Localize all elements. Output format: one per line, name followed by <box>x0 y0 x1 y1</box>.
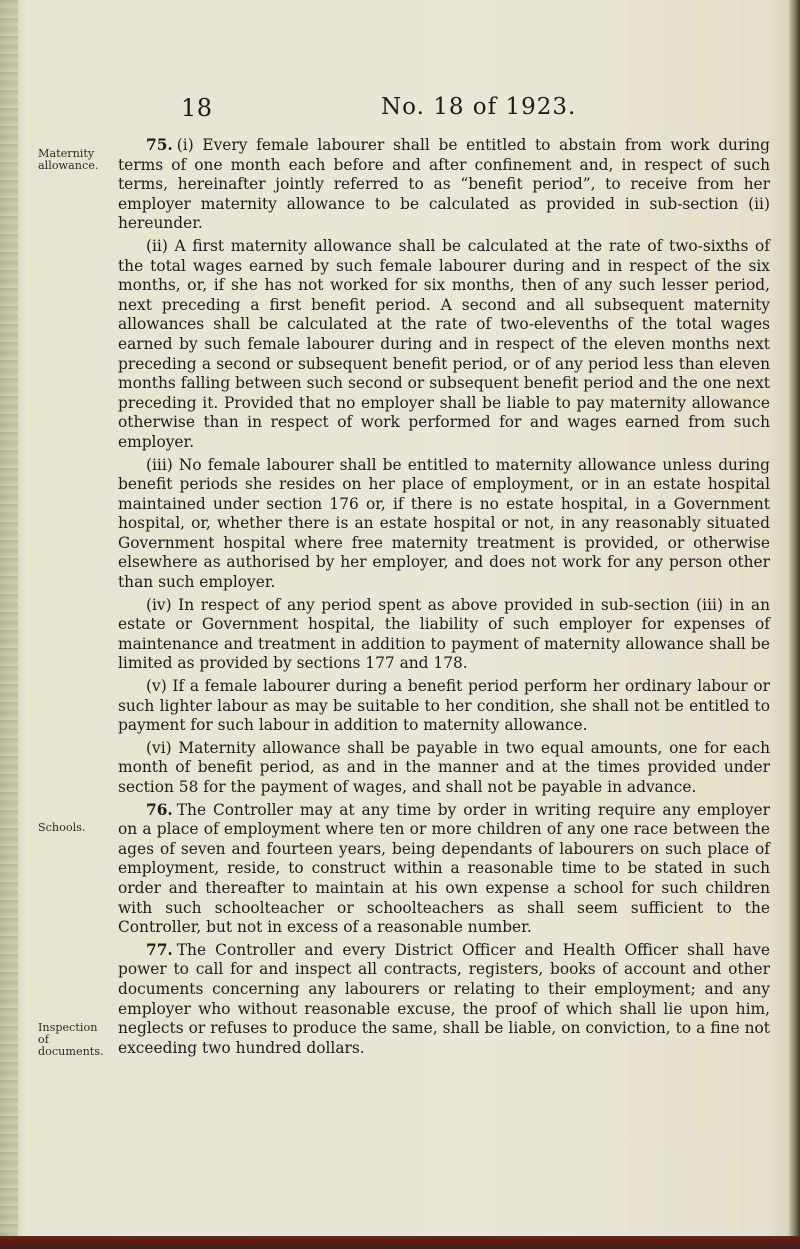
page-edge-shadow <box>788 0 800 1249</box>
section-76 <box>118 801 770 938</box>
section-77 <box>118 941 770 1059</box>
section-75-p3: (iii) No female labourer shall be entitled to maternity allowance unless during benefit periods she resides on her place of employment, or in an estate hospital maintained under section 176 or, if there is no estate hospital, in a Government hospital, or, whether there is an estate hospital or not, in any reasonably situated Government hospital where free maternity treatment is provided, or otherwise elsewhere as authorised by her employer, and does not work for any person other than such employer. <box>118 455 770 592</box>
margin-note-schools: Schools. <box>38 821 86 834</box>
section-75-p5: (v) If a female labourer during a benefit period perform her ordinary labour or such lighter labour as may be suitable to her condition, she shall not be entitled to payment for such labour in addition to maternity allowance. <box>118 677 770 735</box>
section-text: The Controller may at any time by order in writing require any employer on a place of employment where ten or more children of any one race between the ages of seven and fourteen years, being dependants of labourers on such place of employment, reside, to construct within a reasonable time to be stated in such order and thereafter to maintain at his own expense a school for such children with such schoolteacher or schoolteachers as shall seem sufficient to the Controller, but not in excess of a reasonable number. <box>118 800 770 937</box>
section-75-p2: (ii) A first maternity allowance shall be calculated at the rate of two-sixths of the total wages earned by such female labourer during and in respect of the six months, or, if she has not worked for six months, then of any such lesser period, next preceding a first benefit period. A second and all subsequent maternity allowances shall be calculated at the rate of two-elevenths of the total wages earned by such female labourer during and in respect of the eleven months next preceding a second or subsequent benefit period, or of any period less than eleven months falling between such second or subsequent benefit period and the one next preceding it. Provided that no employer shall be liable to pay maternity allowance otherwise than in respect of work performed for and wages earned from such employer. <box>118 236 770 451</box>
bottom-edge <box>0 1236 800 1249</box>
section-75-p4: (iv) In respect of any period spent as above provided in sub-section (iii) in an estate or Government hospital, the liability of such employer for expenses of maintenance and treatment in addition to payment of maternity allowance shall be limited as provided by sections 177 and 178. <box>118 595 770 673</box>
page-title: No. 18 of 1923. <box>381 94 577 120</box>
binding-edge <box>0 0 18 1249</box>
section-number: 75. <box>146 136 173 154</box>
section-number: 77. <box>146 940 173 959</box>
section-number: 76. <box>146 800 173 819</box>
margin-note-maternity: Maternity allowance. <box>38 147 99 172</box>
margin-note-inspection: Inspection of documents. <box>38 1021 104 1058</box>
section-75-p1 <box>118 136 770 234</box>
section-75-p6: (vi) Maternity allowance shall be payable in two equal amounts, one for each month of benefit period, as and in the manner and at the times provided under section 58 for the payment of wages, and shall not be payable in advance. <box>118 738 770 796</box>
document-body <box>118 136 770 1061</box>
page-header <box>0 94 800 124</box>
section-text: (i) Every female labourer shall be entitled to abstain from work during terms of one month each before and after confinement and, in respect of such terms, hereinafter jointly referred to as “benefit period”, to receive from her employer maternity allowance to be calculated as provided in sub-section (ii) hereunder. <box>118 136 770 233</box>
section-text: The Controller and every District Officer and Health Officer shall have power to call for and inspect all contracts, registers, books of account and other documents concerning any labourers or relating to their employment; and any employer who without reasonable excuse, the proof of which shall lie upon him, neglects or refuses to produce the same, shall be liable, on conviction, to a fine not exceeding two hundred dollars. <box>118 940 770 1057</box>
page-number: 18 <box>181 94 213 122</box>
